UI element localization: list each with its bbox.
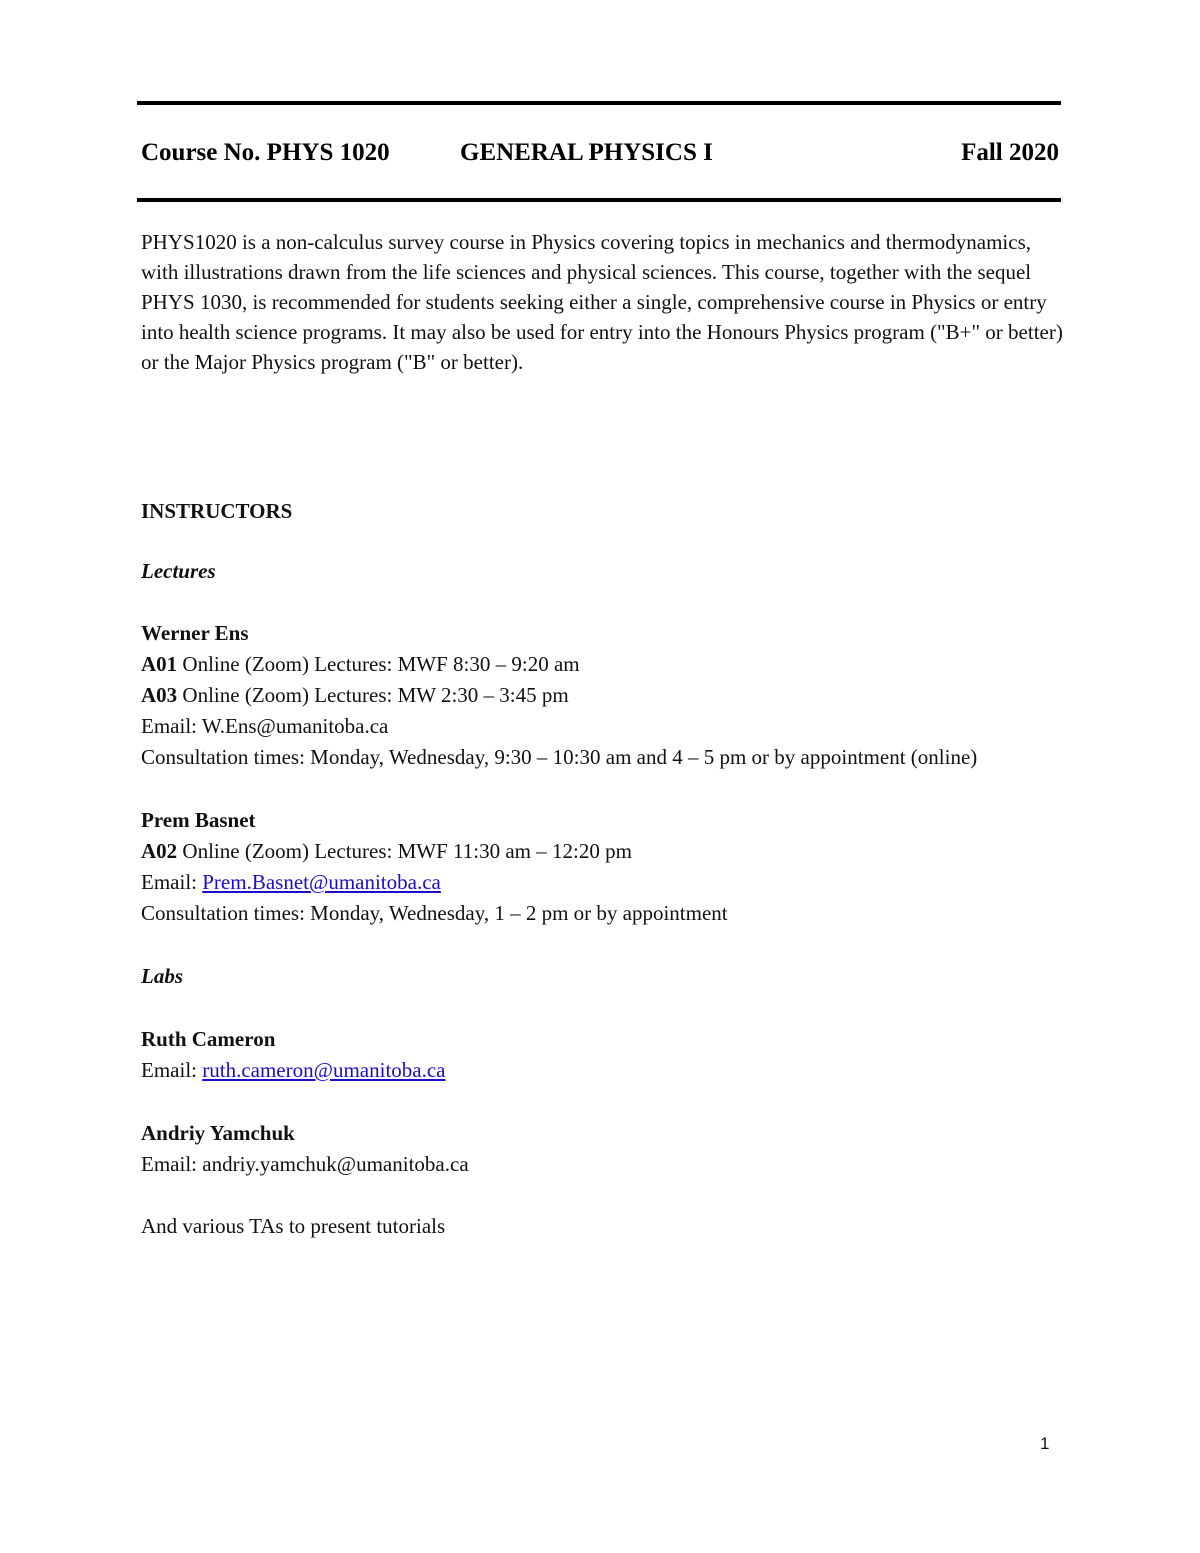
section-details: Online (Zoom) Lectures: MWF 11:30 am – 12:20 pm	[177, 839, 632, 863]
consultation-times: Consultation times: Monday, Wednesday, 9:30 – 10:30 am and 4 – 5 pm or by appointment (online)	[141, 745, 978, 769]
header-bottom-rule	[137, 198, 1061, 202]
email-link[interactable]: ruth.cameron@umanitoba.ca	[202, 1058, 446, 1082]
instructor-andriy-yamchuk	[141, 1118, 469, 1180]
consultation-times: Consultation times: Monday, Wednesday, 1 – 2 pm or by appointment	[141, 901, 728, 925]
email-line	[141, 1149, 469, 1180]
tas-note-block	[141, 1211, 445, 1242]
section-code: A02	[141, 839, 178, 863]
header-top-rule	[137, 101, 1061, 105]
section-code: A03	[141, 683, 178, 707]
tas-note: And various TAs to present tutorials	[141, 1214, 446, 1238]
email-line	[141, 1055, 446, 1086]
email-line	[141, 867, 728, 898]
instructor-name: Werner Ens	[141, 621, 249, 645]
instructor-prem-basnet	[141, 805, 728, 929]
section-a03	[141, 680, 977, 711]
section-a01	[141, 649, 977, 680]
section-details: Online (Zoom) Lectures: MW 2:30 – 3:45 pm	[177, 683, 569, 707]
instructors-heading: INSTRUCTORS	[141, 499, 293, 523]
instructors-heading-block	[141, 496, 292, 527]
email-address: andriy.yamchuk@umanitoba.ca	[202, 1152, 469, 1176]
email-address: W.Ens@umanitoba.ca	[201, 714, 389, 738]
course-title: GENERAL PHYSICS I	[460, 139, 713, 166]
instructor-name: Ruth Cameron	[141, 1027, 276, 1051]
email-label: Email:	[141, 1152, 203, 1176]
email-label: Email:	[141, 1058, 203, 1082]
section-code: A01	[141, 652, 178, 676]
section-a02	[141, 836, 728, 867]
instructor-name: Prem Basnet	[141, 808, 256, 832]
course-description: PHYS1020 is a non-calculus survey course in Physics covering topics in mechanics and thermodynamics, with illustrations drawn from the life sciences and physical sciences. This course, together with the sequel PHYS 1030, is recommended for students seeking either a single, comprehensive course in Physics or entry into health science programs. It may also be used for entry into the Honours Physics program ("B+" or better) or the Major Physics program ("B" or better).	[141, 230, 1063, 374]
email-label: Email:	[141, 714, 202, 738]
labs-heading-block	[141, 961, 183, 992]
lectures-heading-block	[141, 556, 216, 587]
email-label: Email:	[141, 870, 203, 894]
course-term: Fall 2020	[961, 139, 1059, 166]
instructor-werner-ens	[141, 618, 977, 773]
course-header	[141, 136, 1059, 170]
instructor-name: Andriy Yamchuk	[141, 1121, 295, 1145]
course-number: Course No. PHYS 1020	[141, 139, 390, 166]
section-details: Online (Zoom) Lectures: MWF 8:30 – 9:20 am	[177, 652, 580, 676]
labs-heading: Labs	[141, 964, 183, 988]
email-line	[141, 711, 977, 742]
email-link[interactable]: Prem.Basnet@umanitoba.ca	[202, 870, 441, 894]
page-number: 1	[1040, 1434, 1050, 1453]
instructor-ruth-cameron	[141, 1024, 446, 1086]
lectures-heading: Lectures	[141, 559, 216, 583]
